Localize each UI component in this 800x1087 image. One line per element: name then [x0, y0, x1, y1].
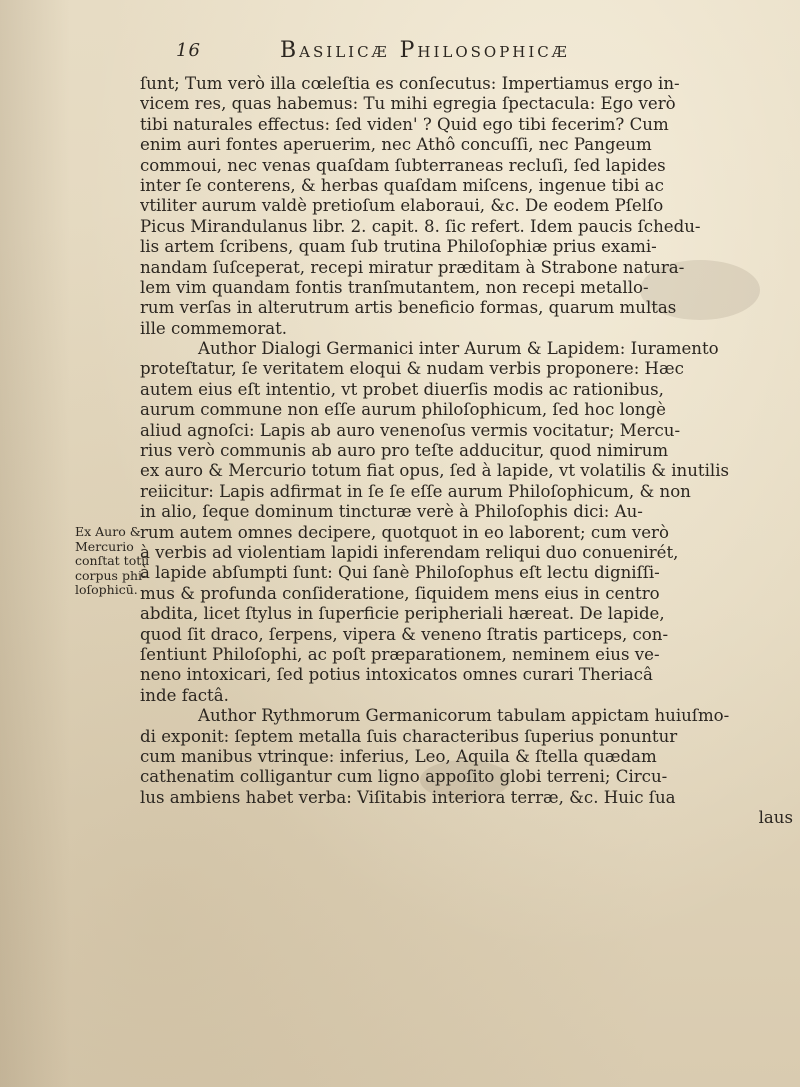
marginal-note: [75, 524, 150, 598]
text-line: in alio, ſeque dominum tincturæ verè à Philoſophis dici: Au-: [140, 502, 643, 522]
text-line: ſunt; Tum verò illa cœleſtia es conſecutus: Impertiamus ergo in-: [140, 74, 680, 93]
text-line: reiicitur: Lapis adfirmat in ſe ſe eſſe aurum Philoſophicum, & non: [140, 481, 691, 501]
text-line: abdita, licet ſtylus in ſuperficie peripheriali hæreat. De lapide,: [140, 604, 665, 624]
marginal-note-line: conſtat totū: [75, 553, 150, 568]
marginal-note-line: Mercurio: [75, 538, 134, 554]
text-line: lis artem ſcribens, quam ſub trutina Philoſophiæ prius exami-: [140, 237, 657, 257]
marginal-note-line: corpus phi-: [75, 567, 147, 583]
text-line: à lapide abſumpti ſunt: Qui ſanè Philoſophus eſt lectu digniſſi-: [140, 563, 660, 583]
text-line: Picus Mirandulanus libr. 2. capit. 8. ſic refert. Idem paucis ſchedu-: [140, 216, 701, 236]
text-line: rum autem omnes decipere, quotquot in eo laborent; cum verò: [140, 522, 669, 542]
text-line: vtiliter aurum valdè pretioſum elaboraui, &c. De eodem Pſelſo: [140, 196, 664, 216]
text-line: ex auro & Mercurio totum fiat opus, ſed à lapide, vt volatilis & inutilis: [140, 461, 730, 481]
text-line: enim auri fontes aperuerim, nec Athô concuſſi, nec Pangeum: [140, 135, 652, 155]
text-line: inde factâ.: [140, 685, 229, 705]
text-line: di exponit: ſeptem metalla ſuis characteribus ſuperius ponuntur: [140, 726, 678, 746]
text-line: autem eius eſt intentio, vt probet diuerſis modis ac rationibus,: [140, 379, 664, 399]
catchword: laus: [758, 808, 793, 828]
text-line: cum manibus vtrinque: inferius, Leo, Aquila & ſtella quædam: [140, 746, 657, 766]
text-line: ſentiunt Philoſophi, ac poſt præparationem, neminem eius ve-: [140, 644, 660, 664]
text-line: rius verò communis ab auro pro teſte adducitur, quod nimirum: [140, 441, 669, 461]
text-line: rum verſas in alterutrum artis beneficio formas, quarum multas: [140, 298, 677, 318]
text-line: tibi naturales effectus: ſed viden' ? Quid ego tibi fecerim? Cum: [140, 114, 669, 134]
body-text: [140, 74, 795, 828]
page-number: 16: [176, 40, 201, 61]
text-line: nandam ſuſceperat, recepi miratur præditam à Strabone natura-: [140, 257, 685, 277]
text-line: Author Rythmorum Germanicorum tabulam appictam huiuſmo-: [198, 706, 730, 726]
text-line: quod ſit draco, ſerpens, vipera & veneno ſtratis particeps, con-: [140, 624, 669, 644]
running-title: Basilicæ Philosophicæ: [280, 38, 570, 63]
text-line: lus ambiens habet verba: Viſitabis interiora terræ, &c. Huic ſua: [140, 787, 676, 807]
text-line: mus & profunda conſideratione, ſiquidem mens eius in centro: [140, 583, 660, 603]
text-line: cathenatim colligantur cum ligno appoſito globi terreni; Circu-: [140, 767, 668, 787]
text-line: Author Dialogi Germanici inter Aurum & Lapidem: Iuramento: [198, 339, 719, 359]
text-line: neno intoxicari, ſed potius intoxicatos omnes curari Theriacâ: [140, 665, 653, 685]
text-line: aurum commune non eſſe aurum philoſophicum, ſed hoc longè: [140, 400, 666, 420]
page-header: [170, 38, 790, 68]
text-line: commoui, nec venas quaſdam ſubterraneas recluſi, ſed lapides: [140, 155, 666, 175]
text-line: aliud agnoſci: Lapis ab auro venenoſus vermis vocitatur; Mercu-: [140, 420, 681, 440]
text-line: à verbis ad violentiam lapidi inferendam reliqui duo conuenirét,: [140, 542, 679, 562]
marginal-note-line: loſophicū.: [75, 582, 138, 597]
text-line: inter ſe conterens, & herbas quaſdam miſcens, ingenue tibi ac: [140, 175, 664, 195]
marginal-note-line: Ex Auro &: [75, 524, 141, 539]
text-line: proteſtatur, ſe veritatem eloqui & nudam verbis proponere: Hæc: [140, 359, 684, 379]
text-line: vicem res, quas habemus: Tu mihi egregia ſpectacula: Ego verò: [140, 94, 676, 114]
text-line: lem vim quandam fontis tranſmutantem, non recepi metallo-: [140, 277, 649, 297]
text-line: ille commemorat.: [140, 318, 288, 338]
